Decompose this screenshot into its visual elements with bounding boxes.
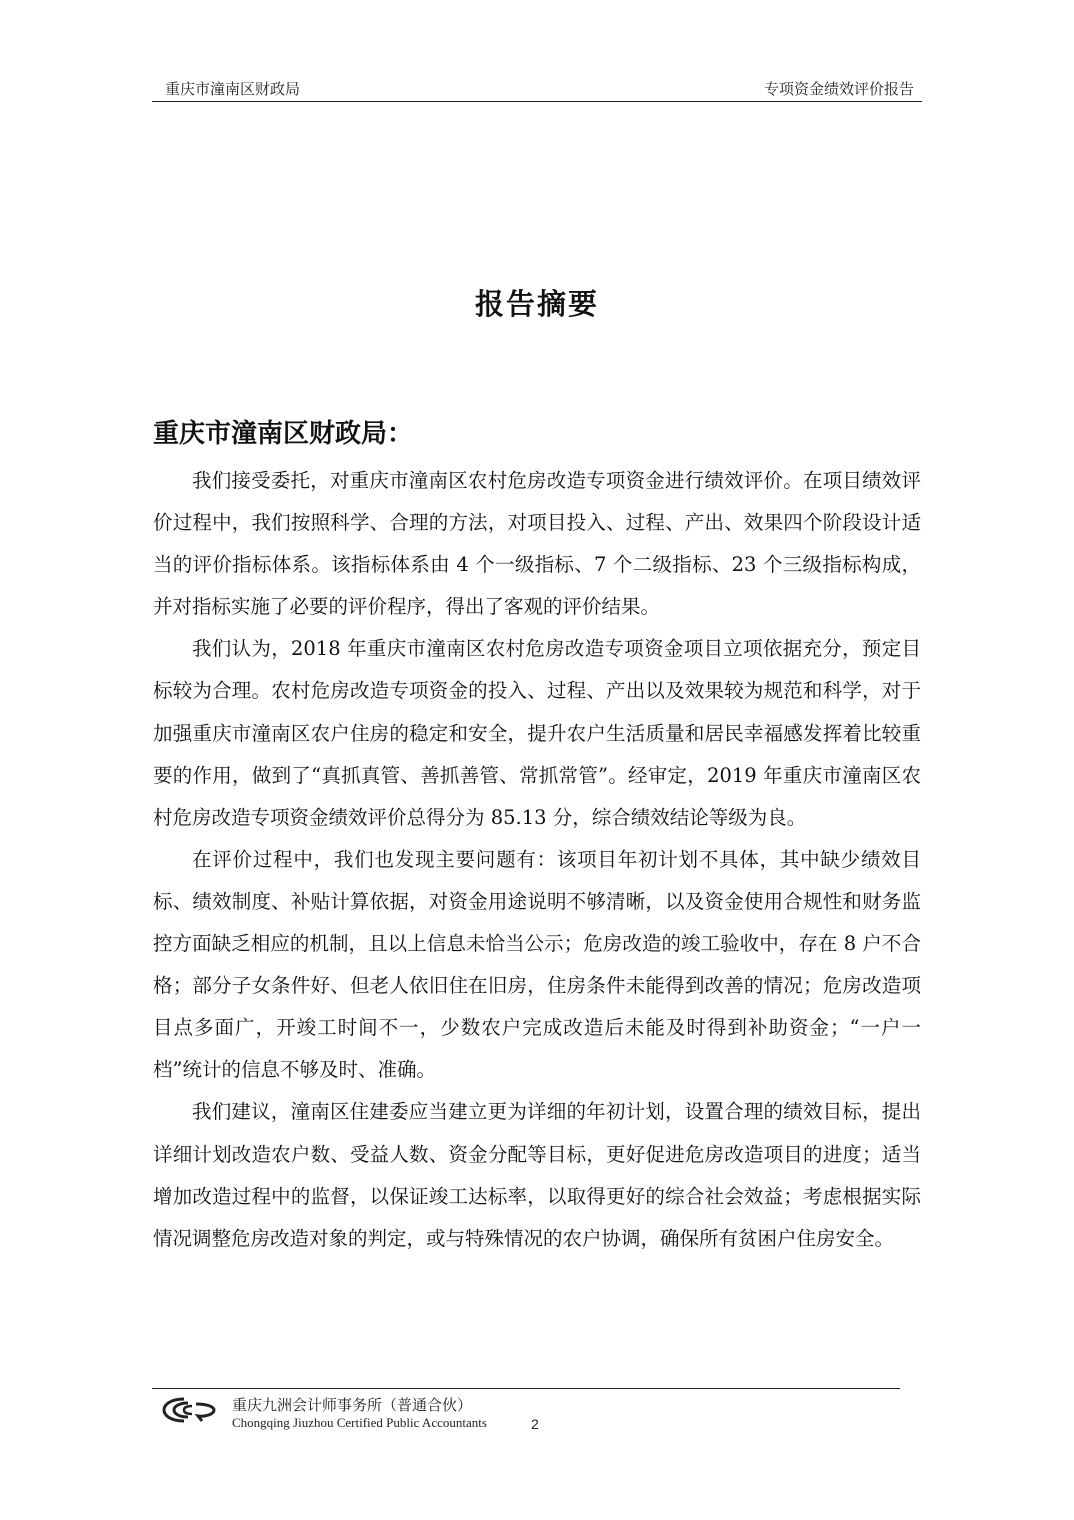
paragraph: 我们认为，2018 年重庆市潼南区农村危房改造专项资金项目立项依据充分，预定目标较为合理。农村危房改造专项资金的投入、过程、产出以及效果较为规范和科学，对于加强重庆市潼南区农户住房的稳定和安全，提升农户生活质量和居民幸福感发挥着比较重要的作用，做到了“真抓真管、善抓善管、常抓常管”。经审定，2019 年重庆市潼南区农村危房改造专项资金绩效评价总得分为 85.13 分，综合绩效结论等级为良。 xyxy=(153,637,921,829)
firm-logo-icon xyxy=(162,1395,220,1425)
page-title: 报告摘要 xyxy=(474,287,599,321)
paragraph: 我们建议，潼南区住建委应当建立更为详细的年初计划，设置合理的绩效目标，提出详细计划改造农户数、受益人数、资金分配等目标，更好促进危房改造项目的进度；适当增加改造过程中的监督，以保证竣工达标率，以取得更好的综合社会效益；考虑根据实际情况调整危房改造对象的判定，或与特殊情况的农户协调，确保所有贫困户住房安全。 xyxy=(153,1100,921,1250)
footer-firm-name-en: Chongqing Jiuzhou Certified Public Accountants xyxy=(232,1415,487,1430)
footer-firm-name-cn: 重庆九洲会计师事务所（普通合伙） xyxy=(232,1396,473,1414)
header-divider xyxy=(152,101,922,102)
footer-divider xyxy=(152,1388,900,1389)
paragraph: 在评价过程中，我们也发现主要问题有：该项目年初计划不具体，其中缺少绩效目标、绩效制度、补贴计算依据，对资金用途说明不够清晰，以及资金使用合规性和财务监控方面缺乏相应的机制，且以上信息未恰当公示；危房改造的竣工验收中，存在 8 户不合格；部分子女条件好、但老人依旧住在旧房，住房条件未能得到改善的情况；危房改造项目点多面广，开竣工时间不一，少数农户完成改造后未能及时得到补助资金；“一户一档”统计的信息不够及时、准确。 xyxy=(153,847,921,1082)
header-issuer: 重庆市潼南区财政局 xyxy=(165,80,301,98)
page-number: 2 xyxy=(531,1416,539,1432)
header-report-type: 专项资金绩效评价报告 xyxy=(763,80,914,98)
body-text xyxy=(153,460,921,1260)
salutation: 重庆市潼南区财政局： xyxy=(153,419,414,449)
paragraph: 我们接受委托，对重庆市潼南区农村危房改造专项资金进行绩效评价。在项目绩效评价过程中，我们按照科学、合理的方法，对项目投入、过程、产出、效果四个阶段设计适当的评价指标体系。该指标体系由 4 个一级指标、7 个二级指标、23 个三级指标构成，并对指标实施了必要的评价程序，得出了客观的评价结果。 xyxy=(153,469,921,619)
